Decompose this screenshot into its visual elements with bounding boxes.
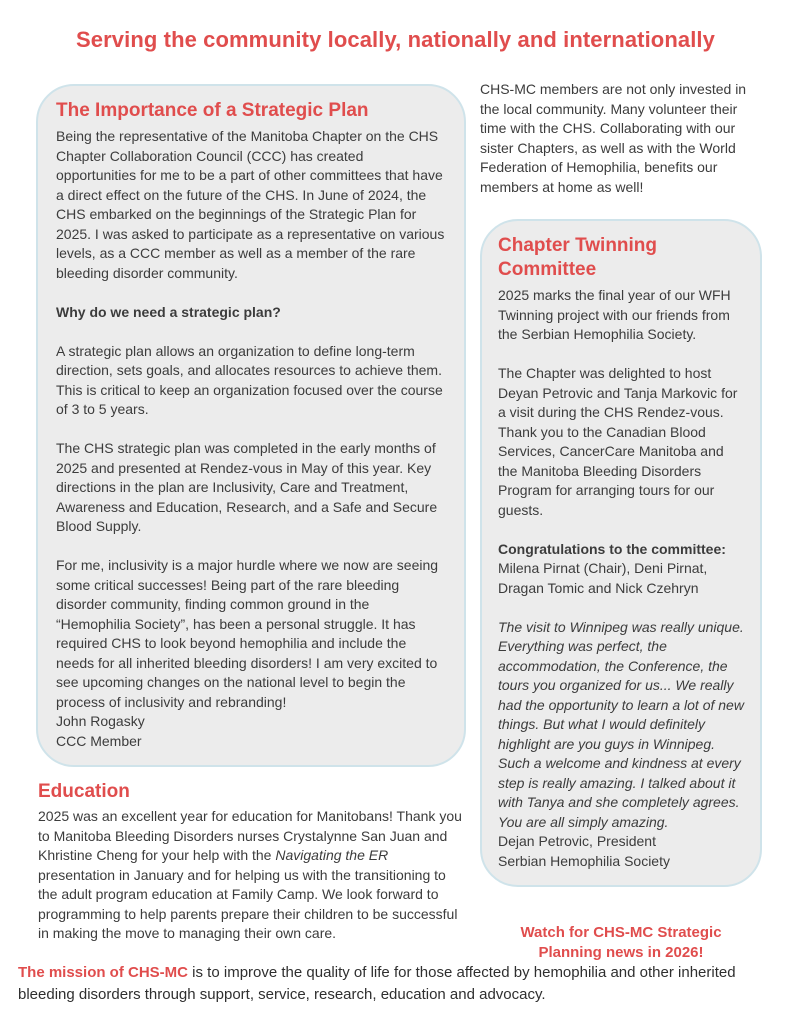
education-text-before: 2025 was an excellent year for education for Manitobans! Thank you to Manitoba Bleeding Disorders nurses Crystalynne San Juan and Khristine Cheng for your help with the (38, 808, 462, 863)
members-note: CHS-MC members are not only invested in the local community. Many volunteer their time with the CHS. Collaborating with our sister Chapters, as well as with the World Federation of Hemophilia, benefits our members at home as well! (480, 81, 747, 195)
congrats-names: Milena Pirnat (Chair), Deni Pirnat, Dragan Tomic and Nick Czehryn (498, 560, 708, 596)
presentation-title: Navigating the ER (275, 847, 389, 863)
education-text-after: presentation in January and for helping us with the transitioning to the adult program education at Family Camp. We look forward to programming to help parents prepare their children to be successful in making the move to managing their own care. (38, 866, 458, 941)
twinning-quote: The visit to Winnipeg was really unique. Everything was perfect, the accommodation, the Conference, the tours you organized for us... We really had the opportunity to learn a lot of new things. But what I would definitely highlight are you guys in Winnipeg. Such a welcome and kindness at every step is really amazing. I talked about it with Tanya and she completely agrees. You are all simply amazing. (498, 618, 744, 830)
strategic-plan-paragraph-4: For me, inclusivity is a major hurdle where we now are seeing some critical successes! Being part of the rare bleeding disorder community, finding common ground in the “Hemophilia Society”, has been a personal struggle. It has required CHS to look beyond hemophilia and include the needs for all inherited bleeding disorders! I am very excited to see upcoming changes on the national level to begin the process of inclusivity and rebranding! (56, 557, 439, 710)
watch-note: Watch for CHS-MC Strategic Planning news in 2026! (520, 924, 722, 961)
signature-role: CCC Member (56, 732, 142, 749)
left-column (36, 84, 466, 944)
twinning-paragraph-1: 2025 marks the final year of our WFH Twinning project with our friends from the Serbian Hemophilia Society. (498, 287, 731, 342)
page-title: Serving the community locally, nationally and internationally (76, 27, 715, 52)
mission-lead: The mission of CHS-MC (18, 964, 189, 981)
mission-statement (18, 962, 778, 1006)
strategic-plan-box (36, 84, 466, 767)
strategic-plan-paragraph-3: The CHS strategic plan was completed in the early months of 2025 and presented at Rendez-vous in May of this year. Key directions in the plan are Inclusivity, Care and Treatment, Awareness and Education, Research, and a Safe and Secure Blood Supply. (56, 440, 438, 534)
mission-rest: is to improve the quality of life for those affected by hemophilia and other inherited bleeding disorders through support, service, research, education and advocacy. (18, 964, 736, 1003)
strategic-plan-paragraph-2: A strategic plan allows an organization to define long-term direction, sets goals, and allocates resources to achieve them. This is critical to keep an organization focused over the course of 3 to 5 years. (56, 342, 443, 417)
twinning-box (480, 219, 762, 887)
education-paragraph (38, 807, 464, 944)
quote-author: Dejan Petrovic, President (498, 833, 656, 849)
right-column (480, 80, 764, 963)
education-section (36, 780, 466, 944)
strategic-plan-paragraph-1: Being the representative of the Manitoba Chapter on the CHS Chapter Collaboration Council (CCC) has created opportunities for me to be a part of other committees that have a direct effect on the future of the CHS. In June of 2024, the CHS embarked on the beginnings of the Strategic Plan for 2025. I was asked to participate as a representative on various levels, as a CCC member as well as a member of the rare bleeding disorder community. (56, 128, 445, 281)
strategic-plan-subheading: Why do we need a strategic plan? (56, 303, 281, 320)
education-heading: Education (38, 781, 130, 802)
congrats-heading: Congratulations to the committee: (498, 540, 726, 557)
twinning-paragraph-2: The Chapter was delighted to host Deyan Petrovic and Tanja Markovic for a visit during the CHS Rendez-vous. Thank you to the Canadian Blood Services, CancerCare Manitoba and the Manitoba Bleeding Disorders Program for arranging tours for our guests. (498, 365, 738, 518)
strategic-plan-heading: The Importance of a Strategic Plan (56, 100, 369, 121)
twinning-heading: Chapter Twinning Committee (498, 235, 658, 280)
signature-name: John Rogasky (56, 713, 145, 729)
quote-org: Serbian Hemophilia Society (498, 852, 670, 869)
